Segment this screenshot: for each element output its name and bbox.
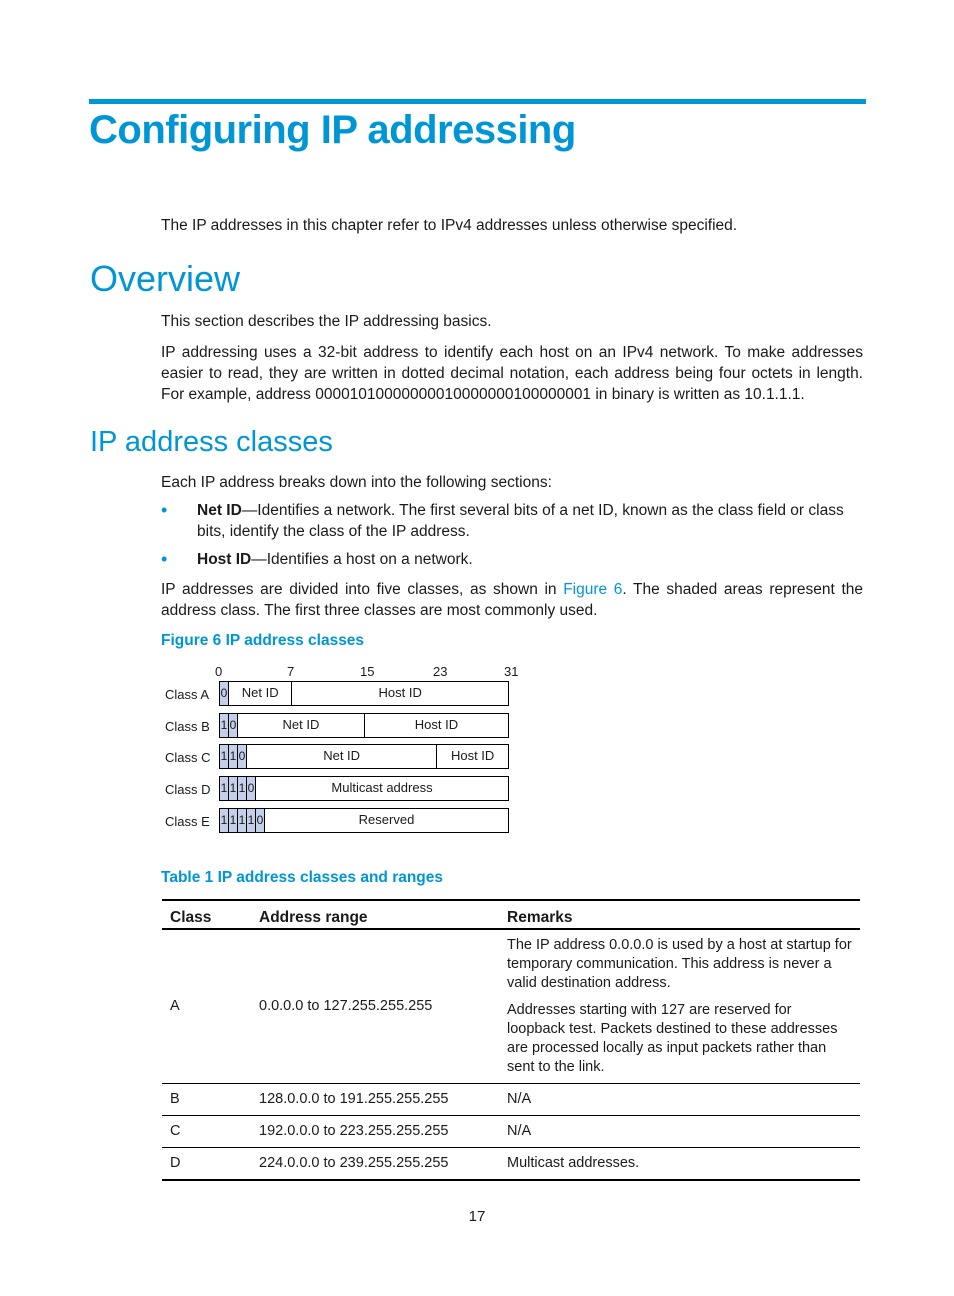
class-row [160,744,520,772]
bullet-text: —Identifies a network. The first several bits of a net ID, known as the class field or class bits, identify the class of the IP address. [197,502,844,540]
class-bit: 1 [220,809,229,832]
class-row [160,808,520,836]
classes-heading: IP address classes [90,426,333,458]
bullet-term: Host ID [197,551,252,568]
bullet-list [161,500,863,577]
bit-tick-label: 0 [215,664,223,679]
field-segment: Net ID [238,714,365,737]
cell-remarks [499,929,860,1084]
class-bit: 1 [220,714,229,737]
class-bit: 0 [220,682,229,705]
class-label: Class C [165,750,211,766]
text: . The shaded areas represent the address class. The first three classes are most commonly used. [161,581,863,619]
field-segment: Host ID [378,685,422,700]
table-row [162,929,860,1084]
table-row [162,1148,860,1181]
ip-class-table [162,899,860,1181]
class-bit: 0 [256,809,265,832]
field-segment: Multicast address [331,780,433,796]
page-number: 17 [468,1208,486,1225]
class-label: Class A [165,687,210,702]
field-segment: Reserved [358,811,415,827]
bit-tick-label: 7 [287,664,295,679]
cell-range: 224.0.0.0 to 239.255.255.255 [251,1148,499,1181]
class-bit: 1 [238,777,247,800]
class-label: Class B [165,718,210,734]
class-bit: 1 [238,809,247,832]
table-row [162,1116,860,1148]
figure-link[interactable]: Figure 6 [563,581,623,598]
cell-remarks [499,1116,860,1148]
header-remarks: Remarks [499,900,860,929]
field-segment: Net ID [247,745,437,768]
cell-class: A [162,929,251,1084]
class-row [160,713,520,741]
intro-text: The IP addresses in this chapter refer to IPv4 addresses unless otherwise specified. [161,217,738,234]
address-bar [219,713,509,738]
overview-p1: This section describes the IP addressing basics. [161,313,492,330]
header-range: Address range [251,900,499,929]
class-bit: 1 [229,745,238,768]
field-segment: Host ID [450,748,495,764]
bit-tick-label: 23 [433,664,448,679]
bullet-term: Net ID [197,502,242,519]
bit-tick-label: 31 [504,664,519,679]
classes-p1: Each IP address breaks down into the following sections: [161,474,552,491]
overview-heading: Overview [90,258,241,299]
cell-class: C [162,1116,251,1148]
class-bit: 0 [229,714,238,737]
class-bit: 1 [229,809,238,832]
bullet-text: —Identifies a host on a network. [251,551,473,568]
address-bar [219,808,509,833]
cell-remarks [499,1084,860,1116]
overview-p2: IP addressing uses a 32-bit address to identify each host on an IPv4 network. To make addresses easier to read, they are written in dotted decimal notation, each address being four octets in length. For example, address 00001010000000010000000100000001 in binary is written as 10.1.1.1. [161,344,863,403]
title-rule [89,99,866,104]
bullet-icon: • [161,549,168,569]
table-caption: Table 1 IP address classes and ranges [161,869,444,886]
class-bit: 1 [220,745,229,768]
ip-class-figure [160,662,530,842]
remark-text: Addresses starting with 127 are reserved for loopback test. Packets destined to these addresses are processed locally as input packets rather than sent to the link. [507,1002,838,1075]
header-class: Class [162,900,251,929]
list-item [161,500,863,542]
class-label: Class E [165,813,210,829]
figure-caption: Figure 6 IP address classes [161,632,365,649]
address-bar [219,681,509,706]
bullet-icon: • [161,500,168,520]
cell-class: B [162,1084,251,1116]
class-bit: 0 [247,777,256,800]
cell-class: D [162,1148,251,1181]
class-bit: 1 [247,809,256,832]
class-label: Class D [165,782,211,798]
remark-text: N/A [507,1091,532,1107]
field-segment: Host ID [414,716,459,732]
text: IP addresses are divided into five classes, as shown in [161,581,564,598]
class-bit: 1 [220,777,229,800]
cell-remarks [499,1148,860,1181]
remark-text: N/A [507,1123,532,1139]
field-segment: Net ID [229,682,292,705]
cell-range: 128.0.0.0 to 191.255.255.255 [251,1084,499,1116]
class-bit: 0 [238,745,247,768]
bit-tick-label: 15 [360,664,375,679]
classes-p2 [161,579,863,621]
table-row [162,1084,860,1116]
remark-text: The IP address 0.0.0.0 is used by a host at startup for temporary communication. This address is never a valid destination address. [507,937,852,991]
address-bar [219,776,509,801]
class-bit: 1 [229,777,238,800]
cell-range: 0.0.0.0 to 127.255.255.255 [251,929,499,1084]
list-item [161,549,863,570]
remark-text: Multicast addresses. [507,1155,640,1171]
class-row [160,776,520,804]
chapter-title: Configuring IP addressing [89,108,576,152]
cell-range: 192.0.0.0 to 223.255.255.255 [251,1116,499,1148]
address-bar [219,744,509,769]
class-row [160,681,520,709]
